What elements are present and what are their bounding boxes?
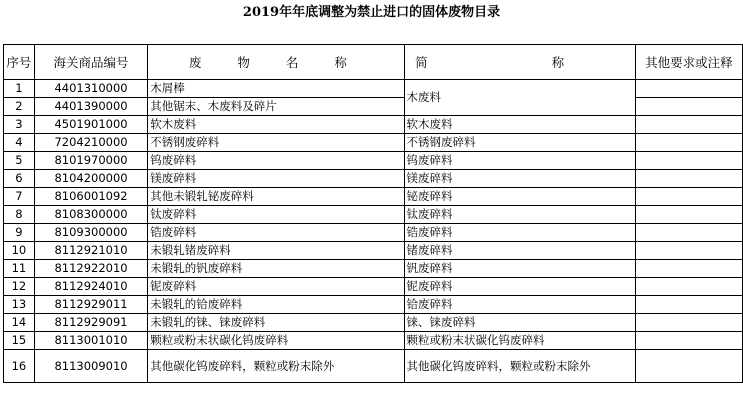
cell-no: 4 xyxy=(4,134,35,152)
cell-short: 钒废碎料 xyxy=(404,260,635,278)
cell-notes xyxy=(635,98,742,116)
cell-notes xyxy=(635,134,742,152)
cell-short: 木废料 xyxy=(404,80,635,116)
cell-code: 8106001092 xyxy=(34,188,148,206)
header-no: 序号 xyxy=(4,45,35,80)
cell-name: 未锻轧的钒废碎料 xyxy=(148,260,404,278)
table-row xyxy=(4,278,743,296)
cell-name: 钨废碎料 xyxy=(148,152,404,170)
cell-short: 其他碳化钨废碎料，颗粒或粉末除外 xyxy=(404,350,635,383)
cell-notes xyxy=(635,260,742,278)
table-header-row xyxy=(4,45,743,80)
header-code: 海关商品编号 xyxy=(34,45,148,80)
cell-notes xyxy=(635,278,742,296)
cell-code: 8104200000 xyxy=(34,170,148,188)
cell-name: 锆废碎料 xyxy=(148,224,404,242)
table-row xyxy=(4,170,743,188)
cell-short: 钛废碎料 xyxy=(404,206,635,224)
cell-short: 铪废碎料 xyxy=(404,296,635,314)
cell-name: 软木废料 xyxy=(148,116,404,134)
cell-code: 8112924010 xyxy=(34,278,148,296)
table-row xyxy=(4,116,743,134)
cell-no: 7 xyxy=(4,188,35,206)
cell-name: 木屑棒 xyxy=(148,80,404,98)
cell-name: 不锈钢废碎料 xyxy=(148,134,404,152)
table-row xyxy=(4,332,743,350)
table-row xyxy=(4,80,743,98)
table-row xyxy=(4,188,743,206)
cell-notes xyxy=(635,170,742,188)
cell-short: 软木废料 xyxy=(404,116,635,134)
table-row xyxy=(4,224,743,242)
cell-name: 铌废碎料 xyxy=(148,278,404,296)
cell-name: 未锻轧锗废碎料 xyxy=(148,242,404,260)
cell-notes xyxy=(635,242,742,260)
cell-no: 8 xyxy=(4,206,35,224)
cell-code: 8112929091 xyxy=(34,314,148,332)
cell-short: 铌废碎料 xyxy=(404,278,635,296)
cell-no: 14 xyxy=(4,314,35,332)
cell-name: 钛废碎料 xyxy=(148,206,404,224)
cell-no: 12 xyxy=(4,278,35,296)
cell-no: 10 xyxy=(4,242,35,260)
cell-code: 8112921010 xyxy=(34,242,148,260)
cell-no: 5 xyxy=(4,152,35,170)
cell-short: 镁废碎料 xyxy=(404,170,635,188)
cell-no: 9 xyxy=(4,224,35,242)
cell-code: 8109300000 xyxy=(34,224,148,242)
cell-short: 颗粒或粉末状碳化钨废碎料 xyxy=(404,332,635,350)
cell-code: 8112929011 xyxy=(34,296,148,314)
cell-no: 13 xyxy=(4,296,35,314)
cell-notes xyxy=(635,224,742,242)
cell-notes xyxy=(635,314,742,332)
table-row xyxy=(4,152,743,170)
cell-short: 不锈钢废碎料 xyxy=(404,134,635,152)
cell-code: 7204210000 xyxy=(34,134,148,152)
cell-notes xyxy=(635,80,742,98)
cell-no: 1 xyxy=(4,80,35,98)
table-row xyxy=(4,296,743,314)
cell-name: 未锻轧的铪废碎料 xyxy=(148,296,404,314)
table-row xyxy=(4,206,743,224)
table-row xyxy=(4,260,743,278)
cell-no: 6 xyxy=(4,170,35,188)
header-short: 简 称 xyxy=(404,45,635,80)
table-row xyxy=(4,314,743,332)
cell-name: 未锻轧的铼、铼废碎料 xyxy=(148,314,404,332)
cell-no: 11 xyxy=(4,260,35,278)
header-notes: 其他要求或注释 xyxy=(635,45,742,80)
cell-no: 16 xyxy=(4,350,35,383)
cell-notes xyxy=(635,350,742,383)
cell-notes xyxy=(635,332,742,350)
cell-code: 8101970000 xyxy=(34,152,148,170)
cell-name: 其他碳化钨废碎料，颗粒或粉末除外 xyxy=(148,350,404,383)
cell-no: 15 xyxy=(4,332,35,350)
cell-notes xyxy=(635,296,742,314)
cell-code: 8113009010 xyxy=(34,350,148,383)
cell-short: 锆废碎料 xyxy=(404,224,635,242)
cell-notes xyxy=(635,206,742,224)
cell-no: 2 xyxy=(4,98,35,116)
cell-code: 4401390000 xyxy=(34,98,148,116)
waste-list-table xyxy=(3,44,743,383)
document-title: 2019年年底调整为禁止进口的固体废物目录 xyxy=(242,5,501,20)
cell-no: 3 xyxy=(4,116,35,134)
cell-short: 锗废碎料 xyxy=(404,242,635,260)
cell-name: 镁废碎料 xyxy=(148,170,404,188)
cell-code: 8113001010 xyxy=(34,332,148,350)
table-row xyxy=(4,134,743,152)
cell-name: 其他锯末、木废料及碎片 xyxy=(148,98,404,116)
header-name: 废 物 名 称 xyxy=(148,45,404,80)
cell-short: 钨废碎料 xyxy=(404,152,635,170)
table-row xyxy=(4,350,743,383)
cell-short: 铼、铼废碎料 xyxy=(404,314,635,332)
cell-short: 铋废碎料 xyxy=(404,188,635,206)
cell-name: 颗粒或粉末状碳化钨废碎料 xyxy=(148,332,404,350)
cell-code: 4401310000 xyxy=(34,80,148,98)
cell-notes xyxy=(635,188,742,206)
cell-code: 4501901000 xyxy=(34,116,148,134)
table-row xyxy=(4,242,743,260)
cell-notes xyxy=(635,116,742,134)
cell-code: 8108300000 xyxy=(34,206,148,224)
cell-code: 8112922010 xyxy=(34,260,148,278)
cell-notes xyxy=(635,152,742,170)
cell-name: 其他未锻轧铋废碎料 xyxy=(148,188,404,206)
